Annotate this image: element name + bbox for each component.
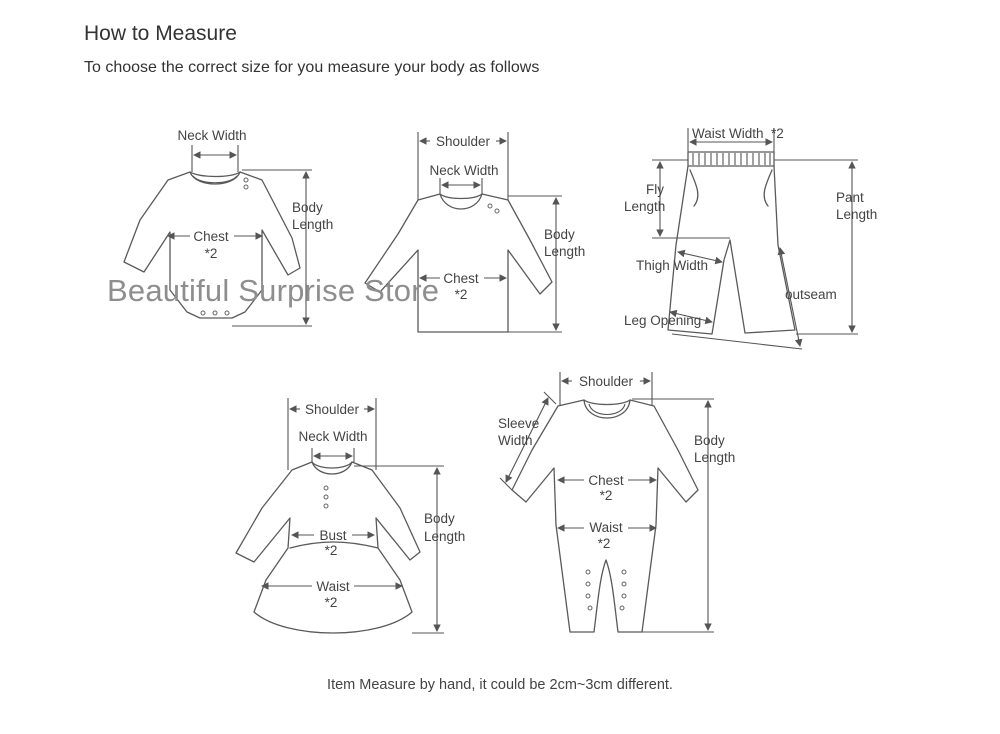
pants-thigh-width-label: Thigh Width — [636, 258, 709, 273]
pants-pant-length-label-1: Pant — [836, 190, 864, 205]
pants-leg-opening-label: Leg Opening — [624, 313, 702, 328]
pants-outline — [668, 166, 795, 334]
pants-waist-width-label: Waist Width — [692, 126, 764, 141]
pants-outseam-label: outseam — [785, 287, 837, 302]
tshirt-outline — [365, 194, 552, 332]
romper-body-length-label-2: Length — [694, 450, 736, 465]
pants-diagram — [624, 126, 877, 349]
tshirt-chest-mult: *2 — [454, 287, 468, 302]
romper-waist-mult: *2 — [597, 536, 611, 551]
romper-waist-label: Waist — [589, 520, 623, 535]
dress-bust-label: Bust — [319, 528, 347, 543]
pants-waistband — [688, 152, 774, 166]
romper-chest-mult: *2 — [599, 488, 613, 503]
pants-fly-length-label-1: Fly — [646, 182, 664, 197]
bodysuit-body-length-label-1: Body — [292, 200, 323, 215]
measure-note: Item Measure by hand, it could be 2cm~3cm different. — [327, 677, 673, 693]
dress-body-length-label-1: Body — [424, 511, 455, 526]
dress-waist-label: Waist — [316, 579, 350, 594]
pants-fly-length-label-2: Length — [624, 199, 666, 214]
page-title: How to Measure — [84, 22, 237, 45]
bodysuit-chest-label: Chest — [193, 229, 229, 244]
tshirt-body-length-label-2: Length — [544, 244, 586, 259]
romper-sleeve-width-label-1: Sleeve — [498, 416, 540, 431]
dress-body-length-label-2: Length — [424, 529, 466, 544]
romper-sleeve-width-label-2: Width — [498, 433, 533, 448]
dress-neck-width-label: Neck Width — [298, 429, 368, 444]
romper-outline — [512, 400, 698, 632]
romper-body-length-label-1: Body — [694, 433, 725, 448]
romper-diagram — [498, 372, 735, 632]
store-watermark: Beautiful Surprise Store — [107, 273, 440, 308]
romper-chest-label: Chest — [588, 473, 624, 488]
page-subtitle: To choose the correct size for you measure your body as follows — [84, 59, 540, 76]
tshirt-neck-width-label: Neck Width — [429, 163, 499, 178]
bodysuit-body-length-label-2: Length — [292, 217, 334, 232]
bodysuit-neck-width-label: Neck Width — [177, 128, 247, 143]
dress-waist-mult: *2 — [324, 595, 338, 610]
dress-diagram — [236, 398, 465, 633]
tshirt-shoulder-label: Shoulder — [435, 134, 491, 149]
pants-pant-length-label-2: Length — [836, 207, 878, 222]
dress-bust-mult: *2 — [324, 543, 338, 558]
romper-shoulder-label: Shoulder — [578, 374, 634, 389]
dress-shoulder-label: Shoulder — [304, 402, 360, 417]
pants-waist-mult: *2 — [771, 126, 784, 141]
tshirt-chest-label: Chest — [443, 271, 479, 286]
tshirt-body-length-label-1: Body — [544, 227, 575, 242]
bodysuit-chest-mult: *2 — [204, 246, 218, 261]
